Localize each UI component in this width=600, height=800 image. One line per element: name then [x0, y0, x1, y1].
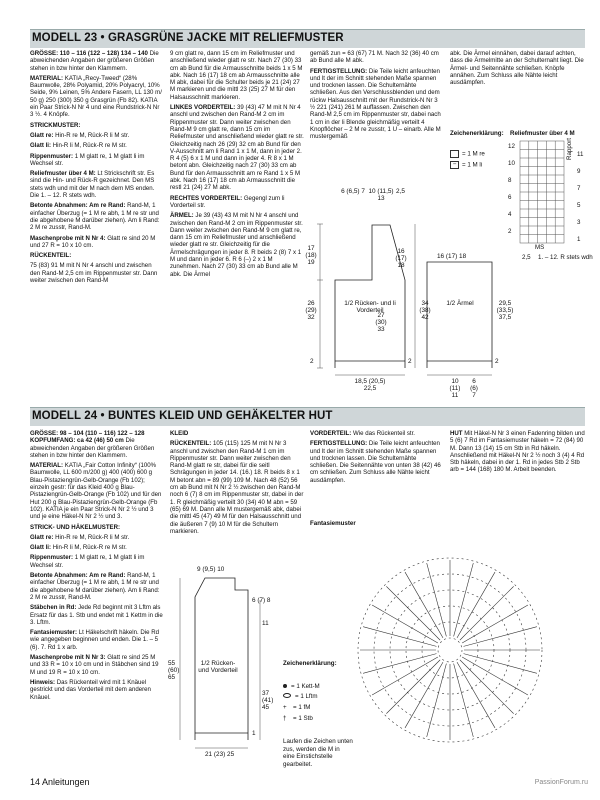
motif-stitch-line	[386, 586, 440, 640]
m23-legend-title: Zeichenerklärung:	[450, 130, 504, 137]
m24-legend-single-label: = 1 fM	[293, 704, 311, 711]
m23-back-dim-top: 6 (6,5) 7	[341, 188, 365, 195]
paragraph-text: Hin-R li M, Rück-R re M str.	[51, 544, 127, 552]
paragraph-heading: RÜCKENTEIL:	[170, 440, 212, 448]
paragraph-text: Lt Häkelschrift häkeln. Die Rd wie angegeben beginnen und enden. Die 1. – 5 (6). 7. Rd 1 x arb.	[30, 629, 160, 651]
chart-row-label: 6	[508, 194, 512, 201]
paragraph-heading: Hinweis:	[30, 678, 56, 686]
page-footer: 14 Anleitungen	[30, 777, 90, 787]
paragraph-text: KATIA „Recy-Tweed“ (28% Baumwolle, 28% Polyamid, 20% Polyacryl, 10% Seide, 9% Leinen, 5% Andere Fasern, LL 130 m/ 50 g) 250 (300) 350 g Grasgrün (Fb 82). KATIA ein Paar Strick-N Nr 4 und eine Rundstrick-N Nr 3 ½. 4 Knöpfe.	[30, 74, 162, 119]
m23-back-dim-h2: 26 (29) 32	[305, 300, 317, 321]
model-24-title: MODELL 24 • BUNTES KLEID UND GEHÄKELTER HUT	[32, 410, 333, 422]
motif-stitch-line	[386, 660, 440, 714]
relief-chart-rapport-label: Rapport	[566, 137, 573, 160]
chart-row-label: 7	[577, 185, 581, 192]
paragraph-text: Jede Rd beginnt mit 3 Lftm als Ersatz für das 1. Stb und endet mit 1 Kettm in die 3. Lftm.	[30, 604, 163, 626]
chart-row-label: 12	[508, 143, 515, 150]
paragraph-text: Die abweichenden Angaben der größeren Größen stehen in bzw hinter den Klammern.	[30, 50, 159, 72]
m24-legend-double: † = 1 Stb	[283, 715, 313, 722]
paragraph-text: KATIA „Fair Cotton Infinity“ (100% Baumwolle, LL 600 m/200 g) 400 (400) 600 g Blau-Pistaziengrün-Gelb-Orange (Fb 102); einzeln gestr: für das Kleid 400 g Blau-Pistaziengrün-Gelb-Orange (Fb 102) und für den Hut 200 g Blau-Pistaziengrün-Gelb-Orange (Fb 102). KATIA je ein Paar Strick-N Nr 2 ½ und 3 und je eine Häkel-N Nr 2 ½ und 3.	[30, 462, 162, 521]
paragraph-text: Die Teile leicht anfeuchten und lt der im Schnitt stehenden Maße spannen und trocknen lassen. Die Schulternähte schließen. Die Seitennähte von unten 38 (42) 46 cm schließen. Zum Schluss alle Nähte leicht ausdämpfen.	[310, 440, 441, 484]
m24-fantasy-title: Fantasiemuster	[310, 520, 356, 527]
m23-legend-purl: − = 1 M li	[450, 161, 482, 169]
chart-row-label: 3	[577, 219, 581, 226]
m23-legend-purl-label: = 1 M li	[462, 161, 483, 169]
paragraph-heading: Glatt li:	[30, 544, 51, 552]
m23-sleeve-dim-top: 16 (17) 18	[437, 253, 467, 260]
paragraph-heading: FERTIGSTELLUNG:	[310, 440, 368, 448]
m24-legend-slipstitch-label: = 1 Kett-M	[291, 683, 320, 690]
chart-row-label: 8	[508, 177, 512, 184]
motif-stitch-line	[462, 657, 528, 695]
m23-back-dim-h3: 27 (30) 33	[375, 312, 387, 333]
relief-chart-repeat-note: 1. – 12. R stets wdh	[538, 254, 593, 261]
paragraph-text: Lt Strickschrift str. Es sind die Hin- und Rück-R gezeichnet. Den MS stets wdh und mit der M nach dem MS enden. Die 1. – 12. R stets wdh.	[30, 170, 155, 200]
paragraph-text: Glatt re sind 20 M und 27 R = 10 x 10 cm.	[30, 234, 156, 249]
m23-back-label: 1/2 Rücken- und li Vorderteil	[344, 300, 396, 314]
m24-legend-slipstitch	[283, 683, 320, 691]
paragraph-text: abk. Die Ärmel einnähen, dabei darauf achten, dass die Ärmelmitte an der Schulternaht liegt. Die Ärmel- und Seitennähte schließen. Knöpfe annähen. Zum Schluss alle Nähte leicht ausdämpfen.	[450, 50, 584, 87]
paragraph-heading: Rippenmuster:	[30, 152, 73, 160]
m24-legend-single: + = 1 fM	[283, 704, 311, 711]
chart-row-label: 10	[508, 160, 515, 167]
paragraph-heading: STRICK- UND HÄKELMUSTER:	[30, 523, 121, 531]
paragraph-text: Gegengl zum li Vorderteil str.	[170, 194, 285, 209]
motif-stitch-line	[460, 660, 514, 714]
paragraph-heading: RECHTES VORDERTEIL:	[170, 194, 243, 202]
m23-back-dim-right: 2,5	[396, 188, 405, 195]
paragraph-heading: FERTIGSTELLUNG:	[310, 67, 368, 75]
m23-sleeve-dim-bottom1: 10 (11) 11	[449, 378, 461, 399]
m23-back-dim-h1: 17 (18) 19	[305, 245, 317, 266]
m24-legend-chain	[283, 693, 318, 701]
m23-legend-knit-label: = 1 M re	[462, 150, 485, 158]
paragraph-heading: Reliefmuster über 4 M:	[30, 170, 96, 178]
chart-row-label: 11	[577, 151, 584, 158]
relief-chart-ms-label: MS	[535, 244, 545, 251]
paragraph-text: Hin-R re M, Rück-R li M str.	[53, 533, 130, 541]
paragraph-heading: Betonte Abnahmen: Am re Rand:	[30, 572, 126, 580]
paragraph-heading: Glatt re:	[30, 533, 54, 541]
motif-stitch-line	[460, 586, 514, 640]
m24-dress-dim-h1: 11	[262, 620, 269, 627]
m23-sleeve-dim-rib: 2	[495, 358, 499, 365]
m24-legend-double-label: = 1 Stb	[293, 715, 313, 722]
m24-crochet-motif	[358, 558, 542, 742]
chart-row-label: 5	[577, 202, 581, 209]
m23-back-dim-rib-right: 2	[408, 358, 412, 365]
m24-legend-title: Zeichenerklärung:	[283, 660, 337, 667]
m23-back-dim-rib: 2	[310, 358, 314, 365]
paragraph-text: gemäß zun = 63 (67) 71 M. Nach 32 (36) 40 cm ab Bund alle M abk.	[310, 50, 439, 65]
m24-dress-dim-shoulder: 6 (7) 8	[252, 597, 271, 604]
m24-dress-dim-bottom: 21 (23) 25	[205, 751, 235, 758]
paragraph-text: 9 cm glatt re, dann 15 cm im Reliefmuster und anschließend wieder glatt re str. Nach 27 (30) 33 cm ab Bund für die Armausschnitte beids 1 x 5 M abk. Nach 16 (17) 18 cm ab Armausschnitte alle M abk, dabei für die Schulter beids je 21 (24) 27 M markieren und die mittl 23 (25) 27 M für den Halsausschnitt markieren.	[170, 50, 303, 101]
paragraph-text: Die Teile leicht anfeuchten und lt der im Schnitt stehenden Maße spannen und trocknen lassen. Die Schulternähte schließen. Aus den Verschlussblenden und dem rückw Halsausschnitt mit der Rundstrick-N Nr 3 ½ 221 (241) 261 M auffassen. Zwischen den Rand-M 2,5 cm im Rippenmuster str, dabei nach 1 cm in der li Blende gleichmäßig verteilt 4 Knopflöcher – 2 M re zusstr, 1 U – einarb. Alle M mustergemäß	[310, 67, 441, 141]
paragraph-heading: Maschenprobe mit N Nr 3:	[30, 654, 106, 662]
paragraph-heading: MATERIAL:	[30, 74, 64, 82]
m23-sleeve-dim-width: 29,5 (33,5) 37,5	[496, 300, 514, 321]
paragraph-heading: Maschenprobe mit N Nr 4:	[30, 234, 106, 242]
model-23-title: MODELL 23 • GRASGRÜNE JACKE MIT RELIEFMUSTER	[32, 32, 344, 44]
m24-legend-chain-label: = 1 Lftm	[295, 693, 318, 700]
paragraph-text: 1 M glatt re, 1 M glatt li im Wechsel str.	[30, 152, 145, 167]
m23-sleeve-label: 1/2 Ärmel	[446, 300, 474, 307]
paragraph-heading: MATERIAL:	[30, 462, 64, 470]
m23-back-dim-h5: 16 (17) 18	[395, 248, 407, 269]
paragraph-heading: GRÖSSE: 110 – 116 (122 – 128) 134 – 140	[30, 50, 148, 57]
m24-legend-note: Laufen die Zeichen unten zus, werden die M in eine Einstichstelle gearbeitet.	[283, 738, 353, 768]
paragraph-text: 1 M glatt re, 1 M glatt li im Wechsel str.	[30, 554, 145, 569]
chart-row-label: 2	[508, 228, 512, 235]
relief-chart-repeat-range: 2,5	[522, 254, 531, 261]
paragraph-heading: LINKES VORDERTEIL:	[170, 104, 236, 112]
paragraph-text: Hin-R re M, Rück-R li M str.	[53, 131, 130, 139]
m24-dress-dim-h3: 37 (41) 45	[262, 690, 274, 711]
paragraph-heading: Stäbchen in Rd:	[30, 604, 77, 612]
paragraph-heading: HUT	[450, 430, 463, 437]
m23-sleeve-dim-bottom2: 6 (6) 7	[470, 378, 478, 399]
paragraph-text: 105 (115) 125 M mit N Nr 3 anschl und zwischen den Rand-M 1 cm im Rippenmuster str. Dann weiter zwischen den Rand-M glatt re str, dabei für die seitl Schrägungen in jeder 14. (16.) 18. R beids 8 x 1 M betont abn = 89 (99) 109 M. Nach 48 (52) 56 cm ab Bund mit N Nr 2 ½ zwischen den Rand-M noch 6 (7) 8 cm im Rippenmuster str, dabei in der 1. R gleichmäßig verteilt 30 (34) 40 M abn = 59 (65) 69 M. Dann alle M mustergemäß abk, dabei die mittl 45 (47) 49 M für den Halsausschnitt und die äußeren 7 (9) 10 M für die Schultern markieren.	[170, 440, 304, 535]
motif-stitch-line	[462, 605, 528, 643]
motif-stitch-line	[405, 662, 443, 728]
m23-back-dim-h4: 34 (38) 42	[419, 300, 431, 321]
paragraph-text: Rand-M, 1 einfacher Überzug (= 1 M re abh, 1 M re str und die abgehobene M darüber ziehen). Am li Rand: 2 M re zusstr, Rand-M.	[30, 202, 160, 232]
paragraph-heading: STRICKMUSTER:	[30, 121, 81, 129]
motif-stitch-line	[405, 572, 443, 638]
paragraph-text: Rand-M, 1 einfacher Überzug (= 1 M re abh, 1 M re str und die abgehobene M darüber ziehen). Am li Rand: 2 M re zusstr, Rand-M.	[30, 572, 160, 601]
paragraph-heading: ÄRMEL:	[170, 212, 194, 220]
m23-chart-title: Reliefmuster über 4 M	[510, 130, 575, 137]
paragraph-heading: Glatt re:	[30, 131, 54, 139]
m23-sleeve-schematic	[427, 262, 492, 375]
motif-round	[438, 638, 462, 662]
paragraph-text: Glatt re sind 25 M und 33 R = 10 x 10 cm und in Stäbchen sind 19 M und 19 R = 10 x 10 cm.	[30, 654, 159, 676]
relief-chart	[520, 141, 564, 243]
paragraph-text: 75 (83) 91 M mit N Nr 4 anschl und zwischen den Rand-M 2,5 cm im Rippenmuster str. Dann weiter zwischen den Rand-M	[30, 262, 158, 285]
paragraph-heading: Betonte Abnahmen: Am re Rand:	[30, 202, 126, 210]
paragraph-text: Wie das Rückenteil str.	[351, 430, 415, 437]
paragraph-text: Mit Häkel-N Nr 3 einen Fadenring bilden und 5 (6) 7 Rd im Fantasiemuster häkeln = 72 (84) 90 M. Dann 13 (14) 15 cm Stb in Rd häkeln. Anschließend mit Häkel-N Nr 2 ½ noch 3 (4) 4 Rd Stb häkeln, dabei in der 1. Rd in jedes Stb 2 Stb arb = 144 (168) 180 M. Arbeit beenden.	[450, 430, 585, 474]
m24-dress-label: 1/2 Rücken- und Vorderteil	[198, 660, 238, 674]
chart-row-label: 9	[577, 168, 581, 175]
paragraph-heading: RÜCKENTEIL:	[30, 252, 72, 260]
m23-back-dim-mid: 10 (11,5) 13	[368, 188, 394, 202]
paragraph-heading: GRÖSSE: 98 – 104 (110 – 116) 122 – 128 KOPFUMFANG: ca 42 (46) 50 cm	[30, 430, 145, 445]
paragraph-text: 39 (43) 47 M mit N Nr 4 anschl und zwischen den Rand-M 2 cm im Rippenmuster str. Dann weiter zwischen den Rand-M 9 cm glatt re, dann 15 cm im Reliefmuster und anschließend wieder glatt re str. Gleichzeitig nach 26 (29) 32 cm ab Bund für den V-Ausschnitt am li Rand 1 x 1 M, dann in jeder 2. R 4 (5) 6 x 1 M und dann in jeder 4. R 8 x 1 M betont abn. Gleichzeitig nach 27 (30) 33 cm ab Bund für den Armausschnitt am re Rand 1 x 5 M abk. Nach 16 (17) 18 cm ab Armausschnitt die restl 21 (24) 27 M abk.	[170, 104, 304, 192]
motif-stitch-line	[454, 664, 474, 737]
paragraph-heading: VORDERTEIL:	[310, 430, 352, 437]
paragraph-heading: KLEID	[170, 430, 189, 437]
m24-dress-dim-rib: 1	[252, 730, 256, 737]
m24-dress-dim-h2: 55 (60) 65	[168, 660, 180, 681]
paragraph-heading: Fantasiemuster:	[30, 629, 78, 637]
chart-row-label: 1	[577, 236, 581, 243]
m24-dress-dim-top1: 9 (9,5) 10	[197, 566, 225, 573]
paragraph-heading: Glatt li:	[30, 142, 51, 150]
paragraph-text: Hin-R li M, Rück-R re M str.	[51, 142, 127, 150]
watermark: PassionForum.ru	[534, 779, 588, 786]
paragraph-heading: Rippenmuster:	[30, 554, 73, 562]
chart-row-label: 4	[508, 211, 512, 218]
paragraph-text: Die abweichenden Angaben der größeren Größen stehen in bzw hinter den Klammern.	[30, 437, 155, 459]
m23-back-dim-bottom: 18,5 (20,5) 22,5	[354, 378, 386, 392]
paragraph-text: Je 39 (43) 43 M mit N Nr 4 anschl und zwischen den Rand-M 2 cm im Rippenmuster str. Dann weiter zwischen den Rand-M 9 cm glatt re, dann 15 cm im Reliefmuster und anschließend wieder glatt re str. Gleichzeitig für die Ärmelschrägungen in jeder 8. R beids 2 (8) 7 x 1 M und dann in jeder 6. R 6 (–) 2 x 1 M zunehmen. Nach 27 (30) 33 cm ab Bund alle M abk. Die Ärmel	[170, 212, 303, 278]
paragraph-text: Das Rückenteil wird mit 1 Knäuel gestrickt und das Vorderteil mit dem anderen Knäuel.	[30, 678, 151, 701]
